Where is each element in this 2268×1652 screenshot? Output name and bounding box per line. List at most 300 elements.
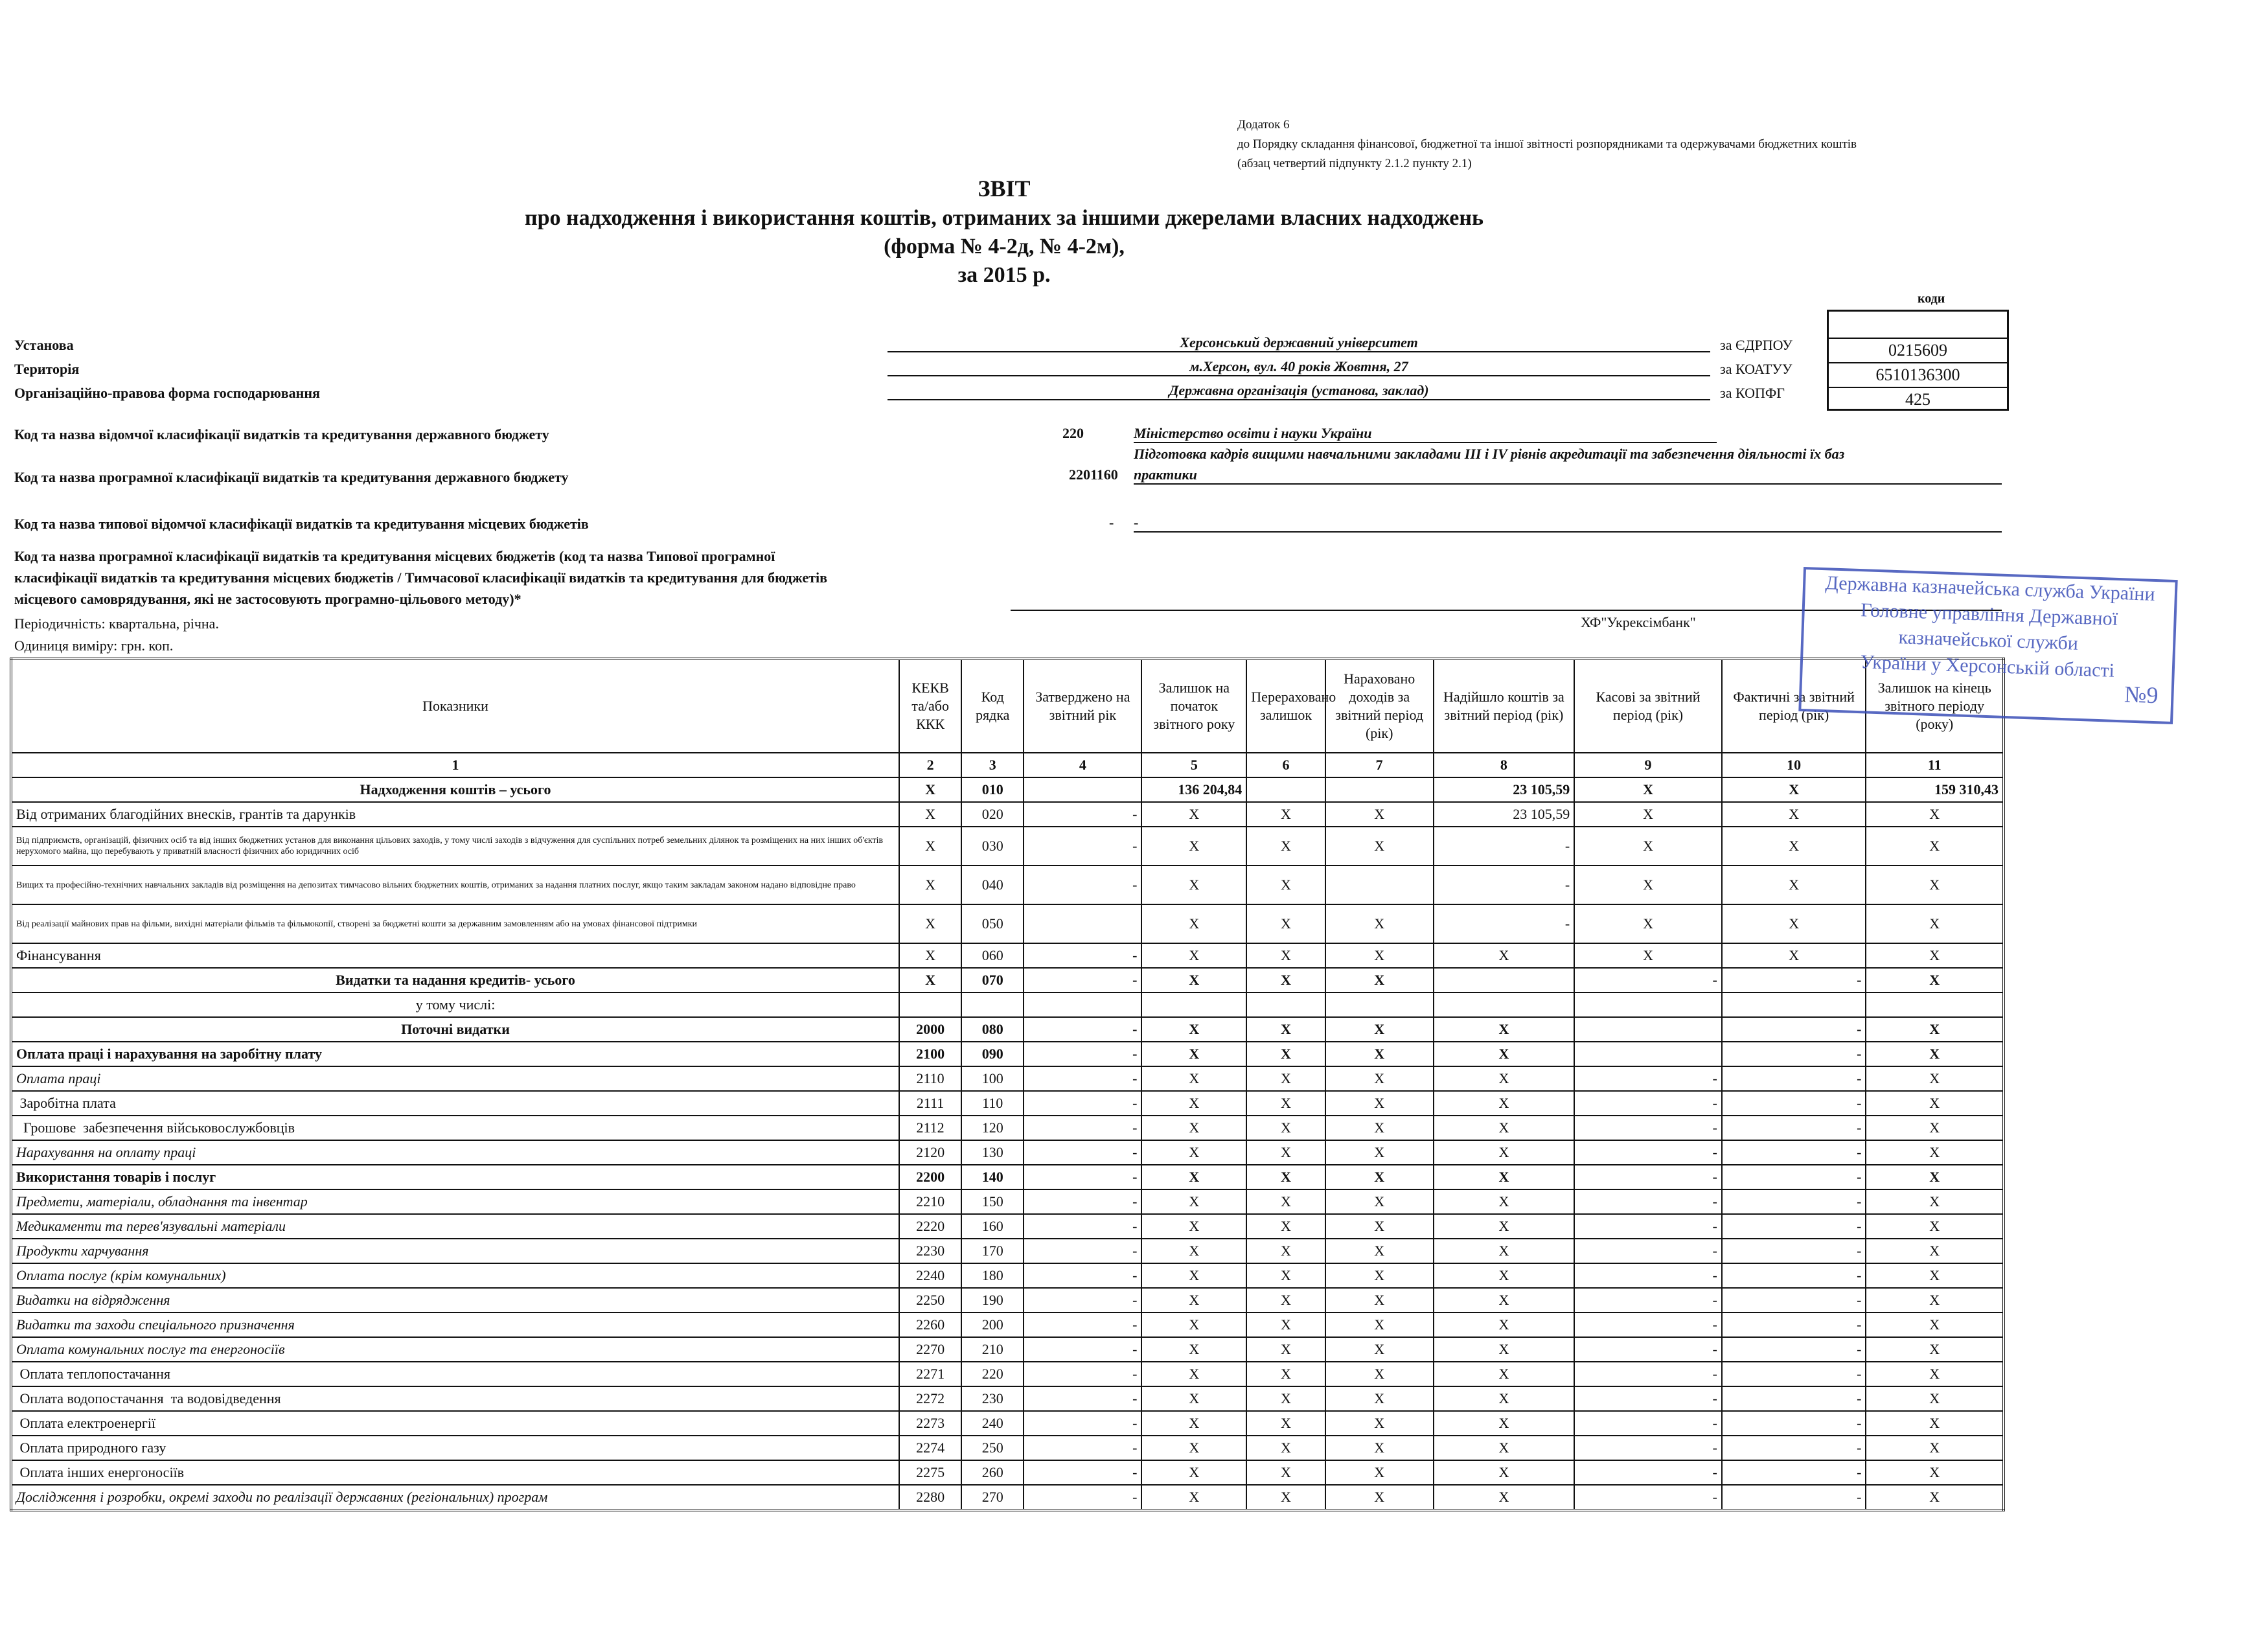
column-header: Код рядка <box>961 659 1024 753</box>
table-cell: Х <box>1141 1091 1246 1116</box>
row-label: Вищих та професійно-технічних навчальних закладів від розміщення на депозитах тимчасово вільних бюджетних коштів, отриманих за надання платних послуг, якщо таким закладам законом надано відповідне право <box>11 866 899 904</box>
table-cell: - <box>1722 1042 1866 1066</box>
prog-class-value-1: Підготовка кадрів вищими навчальними закладами III і IV рівнів акредитації та забезпечення діяльності їх баз <box>1134 446 1845 462</box>
row-label: Грошове забезпечення військовослужбовців <box>11 1116 899 1140</box>
table-cell <box>1246 777 1325 802</box>
table-cell: - <box>1024 827 1141 866</box>
table-cell: 2280 <box>899 1485 961 1510</box>
periodicity: Періодичність: квартальна, річна. <box>14 615 219 632</box>
table-cell: Х <box>899 802 961 827</box>
table-cell <box>1866 992 2004 1017</box>
table-cell: 110 <box>961 1091 1024 1116</box>
table-cell: Х <box>1141 1485 1246 1510</box>
table-cell: - <box>1024 1116 1141 1140</box>
table-cell: 2270 <box>899 1337 961 1362</box>
row-label: Медикаменти та перев'язувальні матеріали <box>11 1214 899 1239</box>
table-cell: - <box>1024 1066 1141 1091</box>
table-cell: Х <box>1325 968 1434 992</box>
column-header: Перераховано залишок <box>1246 659 1325 753</box>
table-cell: Х <box>1246 1362 1325 1386</box>
table-cell: Х <box>1246 1288 1325 1313</box>
institution-value: Херсонський державний університет <box>888 334 1710 352</box>
appendix-note <box>1237 115 1857 174</box>
table-cell: Х <box>1141 1189 1246 1214</box>
table-cell: 070 <box>961 968 1024 992</box>
table-cell: Х <box>1866 1337 2004 1362</box>
table-cell: Х <box>1325 1140 1434 1165</box>
table-cell: Х <box>1246 1116 1325 1140</box>
table-cell: - <box>1722 1116 1866 1140</box>
table-cell: 120 <box>961 1116 1024 1140</box>
table-cell: - <box>1024 943 1141 968</box>
table-cell: - <box>1024 1460 1141 1485</box>
table-cell: - <box>1722 1313 1866 1337</box>
table-cell: - <box>1024 1288 1141 1313</box>
table-row <box>11 1116 2004 1140</box>
table-cell: Х <box>1141 827 1246 866</box>
table-row <box>11 1165 2004 1189</box>
table-cell: Х <box>1866 1165 2004 1189</box>
typical-class-code: - <box>1109 514 1114 531</box>
table-cell: Х <box>1434 1362 1575 1386</box>
table-row <box>11 1460 2004 1485</box>
table-cell: Х <box>1246 827 1325 866</box>
table-cell: Х <box>1866 1485 2004 1510</box>
table-cell: Х <box>1246 1313 1325 1337</box>
table-cell: Х <box>1141 866 1246 904</box>
treasury-stamp <box>1798 567 2177 724</box>
table-cell: Х <box>1325 1116 1434 1140</box>
table-cell: Х <box>1866 1362 2004 1386</box>
column-number: 5 <box>1141 753 1246 777</box>
table-cell: - <box>1434 827 1575 866</box>
table-cell: Х <box>1866 1091 2004 1116</box>
table-row <box>11 1042 2004 1066</box>
column-number: 4 <box>1024 753 1141 777</box>
table-cell: Х <box>1722 943 1866 968</box>
appendix-line-1: Додаток 6 <box>1237 118 1290 132</box>
table-cell <box>1024 904 1141 943</box>
prog-class-value-2: практики <box>1134 466 2002 485</box>
table-cell: Х <box>1866 866 2004 904</box>
table-cell: 030 <box>961 827 1024 866</box>
row-label: Від підприємств, організацій, фізичних осіб та від інших бюджетних установ для виконання цільових заходів, у тому числі заходів з відчуження для суспільних потреб земельних ділянок та розміщених на них інших об'єктів нерухомого майна, що перебувають у приватній власності фізичних або юридичних осіб <box>11 827 899 866</box>
table-cell: 160 <box>961 1214 1024 1239</box>
table-cell: Х <box>1434 1436 1575 1460</box>
table-row <box>11 777 2004 802</box>
table-cell: Х <box>1246 1239 1325 1263</box>
table-cell: 159 310,43 <box>1866 777 2004 802</box>
prog-class-code: 2201160 <box>1069 466 1118 483</box>
table-cell <box>1722 992 1866 1017</box>
table-cell: 2120 <box>899 1140 961 1165</box>
table-cell: Х <box>1246 1189 1325 1214</box>
table-cell: 130 <box>961 1140 1024 1165</box>
table-cell: - <box>1722 1239 1866 1263</box>
table-cell: Х <box>1141 1362 1246 1386</box>
kopfg-label: за КОПФГ <box>1720 385 1785 401</box>
table-cell: Х <box>1434 1313 1575 1337</box>
table-cell: Х <box>1434 1337 1575 1362</box>
table-cell: 2100 <box>899 1042 961 1066</box>
row-label: Оплата праці <box>11 1066 899 1091</box>
table-cell: Х <box>1246 1263 1325 1288</box>
table-cell: - <box>1574 1091 1722 1116</box>
table-cell: Х <box>1866 1288 2004 1313</box>
table-cell: Х <box>1325 1460 1434 1485</box>
prog-class-label: Код та назва програмної класифікації видатків та кредитування державного бюджету <box>14 469 569 485</box>
table-cell: Х <box>1434 943 1575 968</box>
table-cell: Х <box>1246 943 1325 968</box>
territory-value: м.Херсон, вул. 40 років Жовтня, 27 <box>888 358 1710 376</box>
row-label: Дослідження і розробки, окремі заходи по реалізації державних (регіональних) програм <box>11 1485 899 1510</box>
table-row <box>11 1436 2004 1460</box>
table-cell: Х <box>1866 1386 2004 1411</box>
table-cell: Х <box>1246 1411 1325 1436</box>
table-cell: Х <box>1325 1239 1434 1263</box>
table-cell: 23 105,59 <box>1434 777 1575 802</box>
table-cell: Х <box>1866 968 2004 992</box>
table-cell: Х <box>1722 904 1866 943</box>
row-label: Видатки та заходи спеціального призначення <box>11 1313 899 1337</box>
table-cell <box>1024 777 1141 802</box>
table-cell: - <box>1024 1386 1141 1411</box>
table-cell: - <box>1574 1362 1722 1386</box>
table-cell: Х <box>1141 1042 1246 1066</box>
table-cell: - <box>1574 1140 1722 1165</box>
table-cell <box>1434 992 1575 1017</box>
table-cell: Х <box>1141 1214 1246 1239</box>
table-cell: Х <box>1434 1214 1575 1239</box>
table-cell: 2110 <box>899 1066 961 1091</box>
column-number: 8 <box>1434 753 1575 777</box>
table-cell <box>1325 777 1434 802</box>
table-cell: Х <box>1434 1460 1575 1485</box>
table-cell: Х <box>899 968 961 992</box>
table-cell: 240 <box>961 1411 1024 1436</box>
table-cell: - <box>1722 1288 1866 1313</box>
table-cell: Х <box>1246 1066 1325 1091</box>
table-row <box>11 866 2004 904</box>
table-cell: - <box>1722 1362 1866 1386</box>
table-cell: Х <box>1325 1214 1434 1239</box>
row-label: Оплата електроенергії <box>11 1411 899 1436</box>
table-cell: 2000 <box>899 1017 961 1042</box>
table-cell: - <box>1722 1091 1866 1116</box>
institution-label: Установа <box>14 337 74 353</box>
table-cell <box>1024 992 1141 1017</box>
row-label: Від отриманих благодійних внесків, грантів та дарунків <box>11 802 899 827</box>
table-cell: Х <box>1246 904 1325 943</box>
table-cell: Х <box>1325 1165 1434 1189</box>
unit-of-measure: Одиниця виміру: грн. коп. <box>14 637 174 654</box>
table-cell: - <box>1574 1239 1722 1263</box>
table-cell: Х <box>899 904 961 943</box>
table-cell: Х <box>1434 1239 1575 1263</box>
dept-class-value: Міністерство освіти і науки України <box>1134 425 1717 443</box>
table-cell: Х <box>1866 1313 2004 1337</box>
table-cell: - <box>1434 904 1575 943</box>
table-cell: Х <box>1141 1411 1246 1436</box>
table-cell: - <box>1722 1189 1866 1214</box>
row-label: Продукти харчування <box>11 1239 899 1263</box>
column-number: 6 <box>1246 753 1325 777</box>
table-cell: Х <box>1246 866 1325 904</box>
table-cell <box>1325 992 1434 1017</box>
local-prog-label <box>14 545 827 610</box>
table-cell: Х <box>1141 1017 1246 1042</box>
table-cell: Х <box>1325 1337 1434 1362</box>
typical-class-label: Код та назва типової відомчої класифікації видатків та кредитування місцевих бюджетів <box>14 516 589 532</box>
table-cell: Х <box>1246 1214 1325 1239</box>
row-label: Оплата водопостачання та водовідведення <box>11 1386 899 1411</box>
table-row <box>11 943 2004 968</box>
table-cell: 2240 <box>899 1263 961 1288</box>
table-row <box>11 1239 2004 1263</box>
table-cell <box>1434 968 1575 992</box>
table-cell: Х <box>1325 1091 1434 1116</box>
row-label: Фінансування <box>11 943 899 968</box>
table-cell: Х <box>1325 1288 1434 1313</box>
table-cell: Х <box>1434 1386 1575 1411</box>
table-cell: Х <box>1434 1165 1575 1189</box>
table-cell: - <box>1574 1386 1722 1411</box>
report-form: (форма № 4-2д, № 4-2м), <box>884 235 1125 258</box>
column-number: 2 <box>899 753 961 777</box>
table-cell: 180 <box>961 1263 1024 1288</box>
table-cell: - <box>1024 1263 1141 1288</box>
table-cell: Х <box>1141 968 1246 992</box>
table-cell: 2250 <box>899 1288 961 1313</box>
table-cell: 050 <box>961 904 1024 943</box>
table-cell: Х <box>1866 904 2004 943</box>
stamp-line-3: України у Херсонській області <box>1860 651 2115 682</box>
table-cell: Х <box>1141 1436 1246 1460</box>
table-cell: Х <box>1866 1214 2004 1239</box>
table-cell: Х <box>1434 1042 1575 1066</box>
table-cell: 040 <box>961 866 1024 904</box>
table-cell: 2200 <box>899 1165 961 1189</box>
report-subtitle: про надходження і використання коштів, отриманих за іншими джерелами власних надходжень <box>525 206 1483 230</box>
column-header: Касові за звітний період (рік) <box>1574 659 1722 753</box>
table-cell <box>1574 1017 1722 1042</box>
table-cell: 080 <box>961 1017 1024 1042</box>
table-cell: - <box>1722 1066 1866 1091</box>
table-row <box>11 1017 2004 1042</box>
column-header: Залишок на початок звітного року <box>1141 659 1246 753</box>
table-cell: Х <box>1866 1116 2004 1140</box>
table-cell: Х <box>1141 1313 1246 1337</box>
table-cell: Х <box>1722 802 1866 827</box>
table-cell: Х <box>1141 1165 1246 1189</box>
table-cell <box>899 992 961 1017</box>
table-cell: 190 <box>961 1288 1024 1313</box>
table-cell: - <box>1722 1386 1866 1411</box>
table-cell: 170 <box>961 1239 1024 1263</box>
table-cell: 2272 <box>899 1386 961 1411</box>
table-cell: Х <box>1325 1189 1434 1214</box>
table-cell: 2260 <box>899 1313 961 1337</box>
appendix-line-2: до Порядку складання фінансової, бюджетної та іншої звітності розпорядниками та одержувачами бюджетних коштів <box>1237 137 1857 151</box>
table-cell: Х <box>1246 1436 1325 1460</box>
table-cell: 230 <box>961 1386 1024 1411</box>
row-label: Оплата інших енергоносіїв <box>11 1460 899 1485</box>
table-cell: Х <box>1141 802 1246 827</box>
table-cell: Х <box>1574 802 1722 827</box>
table-cell: Х <box>1434 1263 1575 1288</box>
table-cell <box>961 992 1024 1017</box>
table-cell: Х <box>1141 943 1246 968</box>
row-label: Надходження коштів – усього <box>11 777 899 802</box>
table-cell: Х <box>1434 1411 1575 1436</box>
table-cell: - <box>1574 1066 1722 1091</box>
edrpou-label: за ЄДРПОУ <box>1720 337 1793 353</box>
table-cell: - <box>1722 1140 1866 1165</box>
table-cell: - <box>1024 1189 1141 1214</box>
table-cell: Х <box>1434 1140 1575 1165</box>
table-cell: 150 <box>961 1189 1024 1214</box>
table-cell: 200 <box>961 1313 1024 1337</box>
table-cell: Х <box>899 777 961 802</box>
table-cell: - <box>1024 1091 1141 1116</box>
table-cell: Х <box>1574 827 1722 866</box>
table-cell: 2274 <box>899 1436 961 1460</box>
table-cell: - <box>1024 1165 1141 1189</box>
column-number: 10 <box>1722 753 1866 777</box>
row-label: Поточні видатки <box>11 1017 899 1042</box>
table-cell: - <box>1024 968 1141 992</box>
table-row <box>11 1386 2004 1411</box>
table-cell: - <box>1024 1313 1141 1337</box>
table-cell: 2112 <box>899 1116 961 1140</box>
table-cell: 140 <box>961 1165 1024 1189</box>
table-cell: Х <box>1246 968 1325 992</box>
table-cell: - <box>1024 1214 1141 1239</box>
table-cell: Х <box>1325 1066 1434 1091</box>
table-cell: Х <box>1434 1116 1575 1140</box>
table-cell: Х <box>1246 1091 1325 1116</box>
table-cell: 100 <box>961 1066 1024 1091</box>
report-period: за 2015 р. <box>957 263 1051 287</box>
table-cell: - <box>1574 1485 1722 1510</box>
table-cell: Х <box>1722 777 1866 802</box>
column-header: Затверджено на звітний рік <box>1024 659 1141 753</box>
appendix-line-3: (абзац четвертий підпункту 2.1.2 пункту 2.1) <box>1237 157 1472 170</box>
table-cell: Х <box>899 827 961 866</box>
table-cell: Х <box>1141 1239 1246 1263</box>
table-cell: Х <box>1141 1460 1246 1485</box>
column-header: Нараховано доходів за звітний період (рік) <box>1325 659 1434 753</box>
table-cell: Х <box>1141 1288 1246 1313</box>
table-cell: Х <box>1325 1313 1434 1337</box>
table-cell: Х <box>1325 1017 1434 1042</box>
row-label: Оплата природного газу <box>11 1436 899 1460</box>
table-cell: - <box>1574 1288 1722 1313</box>
table-cell: 060 <box>961 943 1024 968</box>
table-cell: Х <box>1866 1189 2004 1214</box>
table-cell: - <box>1574 1337 1722 1362</box>
table-cell: Х <box>1325 802 1434 827</box>
column-header: КЕКВ та/або ККК <box>899 659 961 753</box>
table-cell: 2230 <box>899 1239 961 1263</box>
table-cell: Х <box>1246 1165 1325 1189</box>
table-cell: - <box>1574 1116 1722 1140</box>
table-cell: Х <box>1325 1436 1434 1460</box>
table-cell: Х <box>1866 943 2004 968</box>
table-row <box>11 1140 2004 1165</box>
table-cell: Х <box>1722 827 1866 866</box>
stamp-number: №9 <box>2124 681 2159 709</box>
table-cell: 210 <box>961 1337 1024 1362</box>
table-cell: - <box>1722 1165 1866 1189</box>
column-number: 11 <box>1866 753 2004 777</box>
table-cell: Х <box>1434 1091 1575 1116</box>
table-cell: - <box>1722 1337 1866 1362</box>
org-form-value: Державна організація (установа, заклад) <box>888 382 1710 400</box>
table-cell: - <box>1024 1362 1141 1386</box>
table-cell: Х <box>1866 1066 2004 1091</box>
table-cell: 2220 <box>899 1214 961 1239</box>
table-cell: Х <box>1141 904 1246 943</box>
table-cell: - <box>1434 866 1575 904</box>
table-cell: Х <box>1866 1140 2004 1165</box>
table-cell: 2271 <box>899 1362 961 1386</box>
table-cell: Х <box>1141 1116 1246 1140</box>
table-row <box>11 1337 2004 1362</box>
table-cell: 250 <box>961 1436 1024 1460</box>
table-cell: - <box>1024 802 1141 827</box>
codes-box <box>1827 310 2009 411</box>
table-cell: - <box>1574 1436 1722 1460</box>
table-row <box>11 1485 2004 1510</box>
table-row <box>11 904 2004 943</box>
table-cell: Х <box>1325 904 1434 943</box>
table-row <box>11 1091 2004 1116</box>
local-prog-line-2: класифікації видатків та кредитування місцевих бюджетів / Тимчасової класифікації видатків та кредитування для бюджетів <box>14 569 828 586</box>
table-cell: - <box>1024 1140 1141 1165</box>
table-cell: Х <box>1325 827 1434 866</box>
row-label: Оплата теплопостачання <box>11 1362 899 1386</box>
dept-class-label: Код та назва відомчої класифікації видатків та кредитування державного бюджету <box>14 426 549 442</box>
table-cell: - <box>1024 1239 1141 1263</box>
table-cell: 220 <box>961 1362 1024 1386</box>
stamp-line-1: Державна казначейська служба України <box>1824 572 2156 605</box>
table-cell: - <box>1024 1017 1141 1042</box>
table-cell: Х <box>1325 1386 1434 1411</box>
table-cell: Х <box>1574 904 1722 943</box>
column-header: Показники <box>11 659 899 753</box>
table-cell: Х <box>1141 1337 1246 1362</box>
table-cell: 2210 <box>899 1189 961 1214</box>
table-cell: Х <box>1574 777 1722 802</box>
table-cell: Х <box>1325 1485 1434 1510</box>
table-cell: 090 <box>961 1042 1024 1066</box>
row-label: Предмети, матеріали, обладнання та інвентар <box>11 1189 899 1214</box>
table-row <box>11 1263 2004 1288</box>
koatuu-code: 6510136300 <box>1829 363 2007 388</box>
table-cell: Х <box>1866 802 2004 827</box>
table-cell: - <box>1024 866 1141 904</box>
table-cell <box>1325 866 1434 904</box>
table-cell: Х <box>1246 1460 1325 1485</box>
table-cell: Х <box>1722 866 1866 904</box>
table-cell: Х <box>1574 866 1722 904</box>
table-cell: Х <box>1866 827 2004 866</box>
table-cell: Х <box>1866 1460 2004 1485</box>
row-label: Оплата комунальних послуг та енергоносіїв <box>11 1337 899 1362</box>
table-cell: 2273 <box>899 1411 961 1436</box>
table-cell: Х <box>1325 1411 1434 1436</box>
